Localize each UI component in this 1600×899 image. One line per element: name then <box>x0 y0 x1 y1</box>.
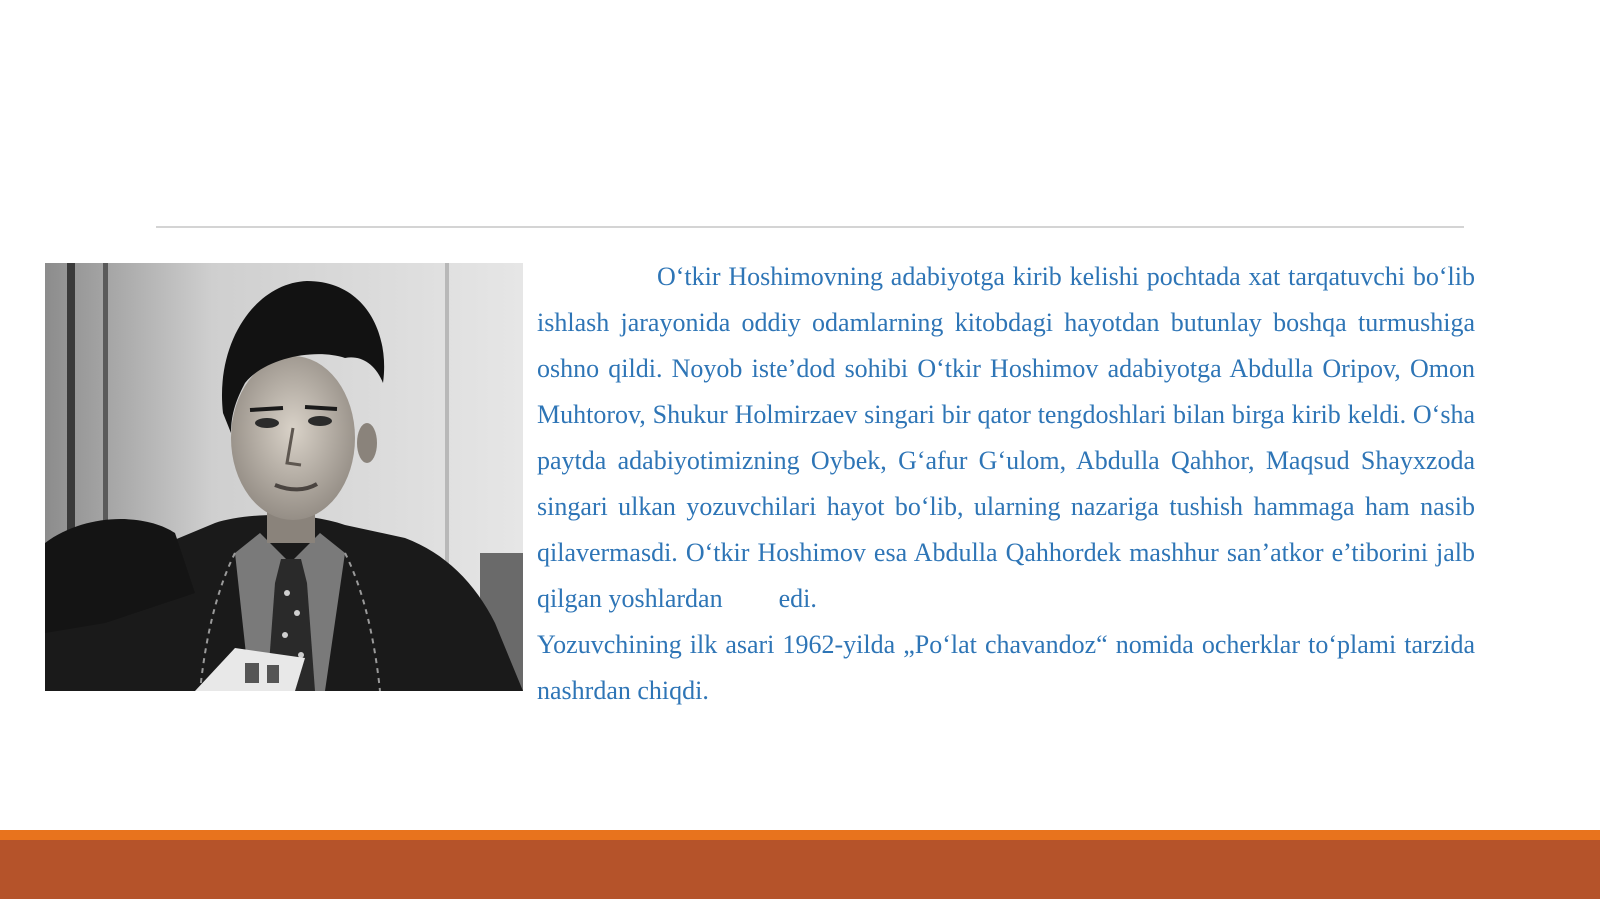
paragraph-1-end: edi. <box>778 584 817 613</box>
body-text <box>537 254 1475 714</box>
portrait-photo-icon <box>45 263 523 691</box>
paragraph-2: Yozuvchining ilk asari 1962-yilda „Po‘lat chavandoz“ nomida ocherklar to‘plami tarzida nashrdan chiqdi. <box>537 630 1475 705</box>
footer-accent-line <box>0 830 1600 840</box>
portrait-photo <box>45 263 523 691</box>
paragraph-1 <box>537 254 1475 622</box>
paragraph-1-text: O‘tkir Hoshimovning adabiyotga kirib kelishi pochtada xat tarqatuvchi bo‘lib ishlash jarayonida oddiy odamlarning kitobdagi hayotdan butunlay boshqa turmushiga oshno qildi. Noyob iste’dod sohibi O‘tkir Hoshimov adabiyotga Abdulla Oripov, Omon Muhtorov, Shukur Holmirzaev singari bir qator tengdoshlari bilan birga kirib keldi. O‘sha paytda adabiyotimizning Oybek, G‘afur G‘ulom, Abdulla Qahhor, Maqsud Shayxzoda singari ulkan yozuvchilari hayot bo‘lib, ularning nazariga tushish hammaga ham nasib qilavermasdi. O‘tkir Hoshimov esa Abdulla Qahhordek mashhur san’atkor e’tiborini jalb qilgan yoshlardan <box>537 262 1475 613</box>
title-divider <box>156 226 1464 228</box>
footer-band <box>0 840 1600 899</box>
